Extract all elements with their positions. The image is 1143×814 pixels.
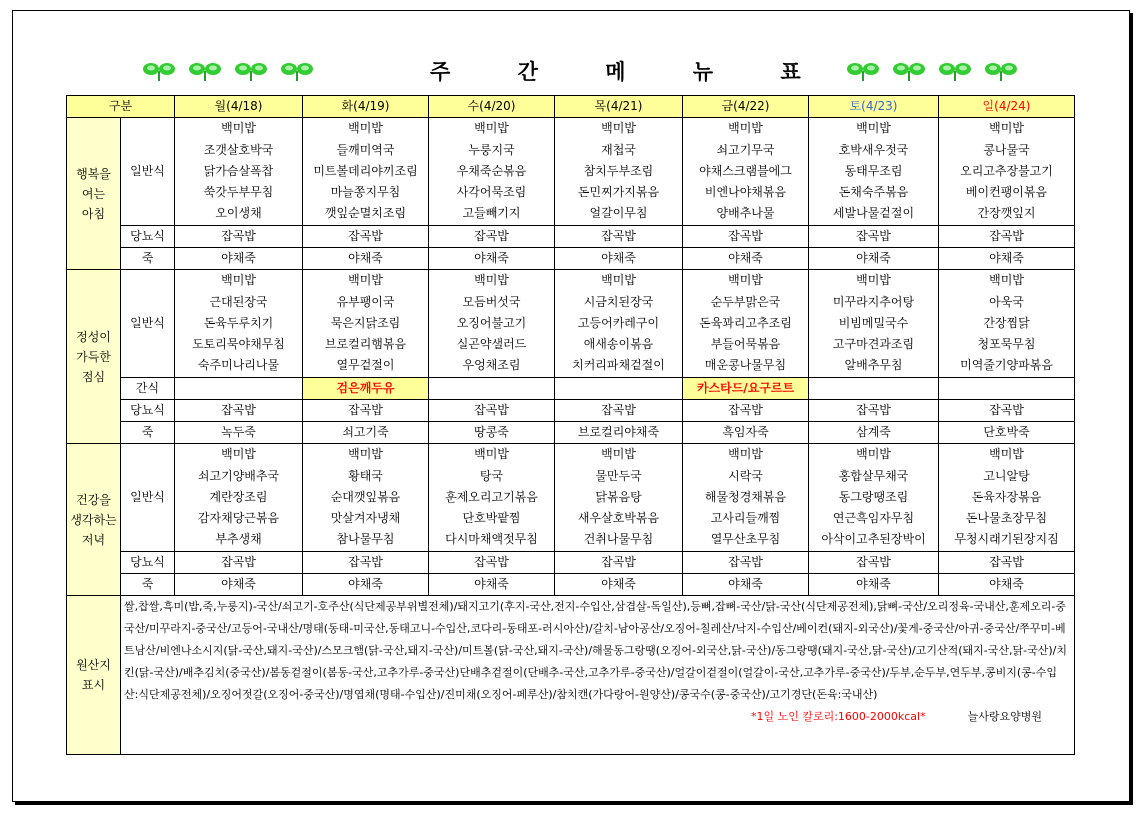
snack-cell-highlight: 검은깨두유 [303, 378, 429, 400]
sprout-icon [892, 60, 926, 82]
menu-cell: 단호박죽 [939, 422, 1075, 444]
menu-cell [939, 378, 1075, 400]
menu-cell: 백미밥 유부팽이국 묵은지닭조림 브로컬리햄볶음 열무겉절이 [303, 270, 429, 378]
menu-cell: 잡곡밥 [429, 226, 555, 248]
menu-cell: 야채죽 [939, 248, 1075, 270]
menu-cell: 잡곡밥 [429, 552, 555, 574]
menu-cell: 잡곡밥 [683, 552, 809, 574]
menu-cell: 잡곡밥 [809, 400, 939, 422]
day-header: 화(4/19) [303, 96, 429, 118]
menu-cell: 백미밥 호박새우젓국 동태무조림 돈채숙주볶음 세발나물겉절이 [809, 118, 939, 226]
menu-cell: 백미밥 시금치된장국 고등어카레구이 애새송이볶음 치커리파채겉절이 [555, 270, 683, 378]
menu-cell: 백미밥 순두부맑은국 돈육꽈리고추조림 부들어묵볶음 매운콩나물무침 [683, 270, 809, 378]
menu-cell: 야채죽 [303, 574, 429, 596]
menu-cell: 잡곡밥 [429, 400, 555, 422]
breakfast-general-row [67, 118, 1075, 226]
menu-cell: 땅콩죽 [429, 422, 555, 444]
menu-cell: 삼계죽 [809, 422, 939, 444]
row-label-diabetic: 당뇨식 [121, 226, 175, 248]
row-label-diabetic: 당뇨식 [121, 552, 175, 574]
dinner-porridge-row [67, 574, 1075, 596]
menu-cell: 잡곡밥 [175, 400, 303, 422]
menu-cell: 야채죽 [809, 574, 939, 596]
menu-cell [555, 378, 683, 400]
menu-cell: 백미밥 조갯살호박국 닭가슴살폭찹 쑥갓두부무침 오이생채 [175, 118, 303, 226]
menu-cell: 백미밥 모듬버섯국 오징어불고기 실곤약샐러드 우엉채조림 [429, 270, 555, 378]
menu-cell: 잡곡밥 [303, 400, 429, 422]
lunch-porridge-row [67, 422, 1075, 444]
sprout-icon [280, 60, 314, 82]
menu-cell: 잡곡밥 [303, 552, 429, 574]
menu-cell: 야채죽 [809, 248, 939, 270]
menu-cell: 백미밥 홍합살무채국 동그랑땡조림 연근흑임자무침 아삭이고추된장박이 [809, 444, 939, 552]
menu-cell: 잡곡밥 [683, 400, 809, 422]
lunch-general-row [67, 270, 1075, 378]
menu-cell: 야채죽 [175, 248, 303, 270]
day-header: 수(4/20) [429, 96, 555, 118]
menu-cell: 야채죽 [429, 248, 555, 270]
menu-cell: 잡곡밥 [683, 226, 809, 248]
day-header-saturday: 토(4/23) [809, 96, 939, 118]
menu-cell: 야채죽 [683, 574, 809, 596]
lunch-snack-row [67, 378, 1075, 400]
row-label-general: 일반식 [121, 444, 175, 552]
menu-cell: 백미밥 탕국 훈제오리고기볶음 단호박팥찜 다시마채액젓무침 [429, 444, 555, 552]
calorie-note: *1일 노인 칼로리:1600-2000kcal* [750, 710, 926, 723]
section-label-lunch: 정성이 가득한 점심 [67, 270, 121, 444]
menu-cell: 백미밥 시락국 해물청경채볶음 고사리들깨찜 열무산초무침 [683, 444, 809, 552]
menu-cell: 브로컬리야채죽 [555, 422, 683, 444]
header-row [67, 96, 1075, 118]
menu-cell: 잡곡밥 [555, 552, 683, 574]
menu-cell: 백미밥 황태국 순대깻잎볶음 맛살겨자냉채 참나물무침 [303, 444, 429, 552]
menu-cell: 잡곡밥 [555, 226, 683, 248]
day-header-sunday: 일(4/24) [939, 96, 1075, 118]
menu-cell: 야채죽 [303, 248, 429, 270]
row-label-snack: 간식 [121, 378, 175, 400]
menu-cell: 백미밥 들깨미역국 미트볼데리야끼조림 마늘쫑지무침 깻잎순멸치조림 [303, 118, 429, 226]
menu-cell: 백미밥 콩나물국 오리고추장불고기 베이컨팽이볶음 간장깻잎지 [939, 118, 1075, 226]
dinner-diabetic-row [67, 552, 1075, 574]
menu-cell: 야채죽 [555, 574, 683, 596]
sprout-icon [188, 60, 222, 82]
page-title: 주 간 메 뉴 표 [430, 60, 831, 84]
sprout-icon [234, 60, 268, 82]
section-label-origin: 원산지 표시 [67, 596, 121, 755]
origin-text: 쌀,찹쌀,흑미(밥,죽,누룽지)-국산/쇠고기-호주산(식단제공부위별전체)/돼지고기(후지-국산,전지-수입산,삼겹살-독일산),등뼈,잡뼈-국산/닭-국산(식단제공전체),닭뼈-국산/오리정육-국내산,훈제오리-중국산/미꾸라지-중국산/고등어-국내산/명태(동태-미국산,동태고니-수입산,코다리-동태포-러시아산)/갈치-남아공산/오징어-칠레산/낙지-수입산/베이컨(돼지-외국산)/꽃게-중국산/아귀-중국산/쭈꾸미-베트남산/비엔나소시지(닭-국산,돼지-국산)/스모크햄(닭-국산,돼지-국산)/미트볼(닭-국산,돼지-국산)/해물동그랑땡(오징어-외국산,닭-국산)/동그랑땡(돼지-국산,닭-국산)/고기산적(돼지-국산,닭-국산)/치킨(닭-국산)/배추김치(중국산)/봄동겉절이(봄동-국산,고추가루-중국산)단배추겉절이(단배추-국산,고추가루-중국산)/얼갈이겉절이(얼갈이-국산,고추가루-중국산)/두부,순두부,연두부,콩비지(콩-수입산:식단제공전체)/오징어젓갈(오징어-중국산)/명엽채(명태-수입산)/진미채(오징어-페루산)/참치캔(가다랑어-원양산)/콩국수(콩-중국산)/고기경단(돈육:국내산) [124, 600, 1067, 701]
sprout-decoration-right [846, 60, 1018, 82]
footer-note [124, 706, 1068, 728]
lunch-diabetic-row [67, 400, 1075, 422]
menu-cell: 잡곡밥 [303, 226, 429, 248]
menu-cell: 백미밥 아욱국 간장찜닭 청포묵무침 미역줄기양파볶음 [939, 270, 1075, 378]
day-header: 금(4/22) [683, 96, 809, 118]
row-label-porridge: 죽 [121, 574, 175, 596]
snack-cell-highlight: 카스타드/요구르트 [683, 378, 809, 400]
hospital-name: 늘사랑요양병원 [967, 710, 1042, 723]
menu-cell: 녹두죽 [175, 422, 303, 444]
weekly-menu-table [66, 95, 1075, 755]
menu-cell [175, 378, 303, 400]
menu-cell: 잡곡밥 [809, 226, 939, 248]
breakfast-porridge-row [67, 248, 1075, 270]
menu-cell: 백미밥 누룽지국 우채죽순볶음 사각어묵조림 고들빼기지 [429, 118, 555, 226]
menu-cell: 야채죽 [939, 574, 1075, 596]
section-label-breakfast: 행복을 여는 아침 [67, 118, 121, 270]
menu-cell [429, 378, 555, 400]
menu-cell: 백미밥 재첩국 참치두부조림 돈민찌가지볶음 얼갈이무침 [555, 118, 683, 226]
menu-cell [809, 378, 939, 400]
breakfast-diabetic-row [67, 226, 1075, 248]
menu-cell: 백미밥 쇠고기양배추국 계란장조림 감자채당근볶음 부추생채 [175, 444, 303, 552]
sprout-icon [984, 60, 1018, 82]
menu-cell: 백미밥 고니알탕 돈육자장볶음 돈나물초장무침 무청시래기된장지짐 [939, 444, 1075, 552]
sprout-icon [938, 60, 972, 82]
menu-cell: 잡곡밥 [939, 400, 1075, 422]
menu-cell: 잡곡밥 [939, 552, 1075, 574]
row-label-general: 일반식 [121, 270, 175, 378]
day-header: 목(4/21) [555, 96, 683, 118]
menu-cell: 야채죽 [683, 248, 809, 270]
menu-cell: 잡곡밥 [555, 400, 683, 422]
row-label-porridge: 죽 [121, 422, 175, 444]
sprout-icon [142, 60, 176, 82]
menu-cell: 야채죽 [429, 574, 555, 596]
menu-cell: 흑임자죽 [683, 422, 809, 444]
menu-cell: 야채죽 [175, 574, 303, 596]
row-label-diabetic: 당뇨식 [121, 400, 175, 422]
menu-cell: 백미밥 물만두국 닭볶음탕 새우살호박볶음 건취나물무침 [555, 444, 683, 552]
section-label-dinner: 건강을 생각하는 저녁 [67, 444, 121, 596]
menu-cell: 잡곡밥 [175, 226, 303, 248]
day-header: 월(4/18) [175, 96, 303, 118]
menu-cell: 야채죽 [555, 248, 683, 270]
menu-cell: 백미밥 미꾸라지추어탕 비빔메밀국수 고구마견과조림 알배추무침 [809, 270, 939, 378]
menu-cell: 잡곡밥 [175, 552, 303, 574]
menu-cell: 쇠고기죽 [303, 422, 429, 444]
header-category: 구분 [67, 96, 175, 118]
row-label-porridge: 죽 [121, 248, 175, 270]
menu-cell: 잡곡밥 [809, 552, 939, 574]
menu-cell: 백미밥 쇠고기무국 야채스크램블에그 비엔나야채볶음 양배추나물 [683, 118, 809, 226]
origin-row [67, 596, 1075, 755]
sprout-decoration-left [142, 60, 314, 82]
menu-cell: 잡곡밥 [939, 226, 1075, 248]
dinner-general-row [67, 444, 1075, 552]
origin-cell [121, 596, 1075, 755]
menu-cell: 백미밥 근대된장국 돈육두루치기 도토리묵야채무침 숙주미나리나물 [175, 270, 303, 378]
row-label-general: 일반식 [121, 118, 175, 226]
sprout-icon [846, 60, 880, 82]
